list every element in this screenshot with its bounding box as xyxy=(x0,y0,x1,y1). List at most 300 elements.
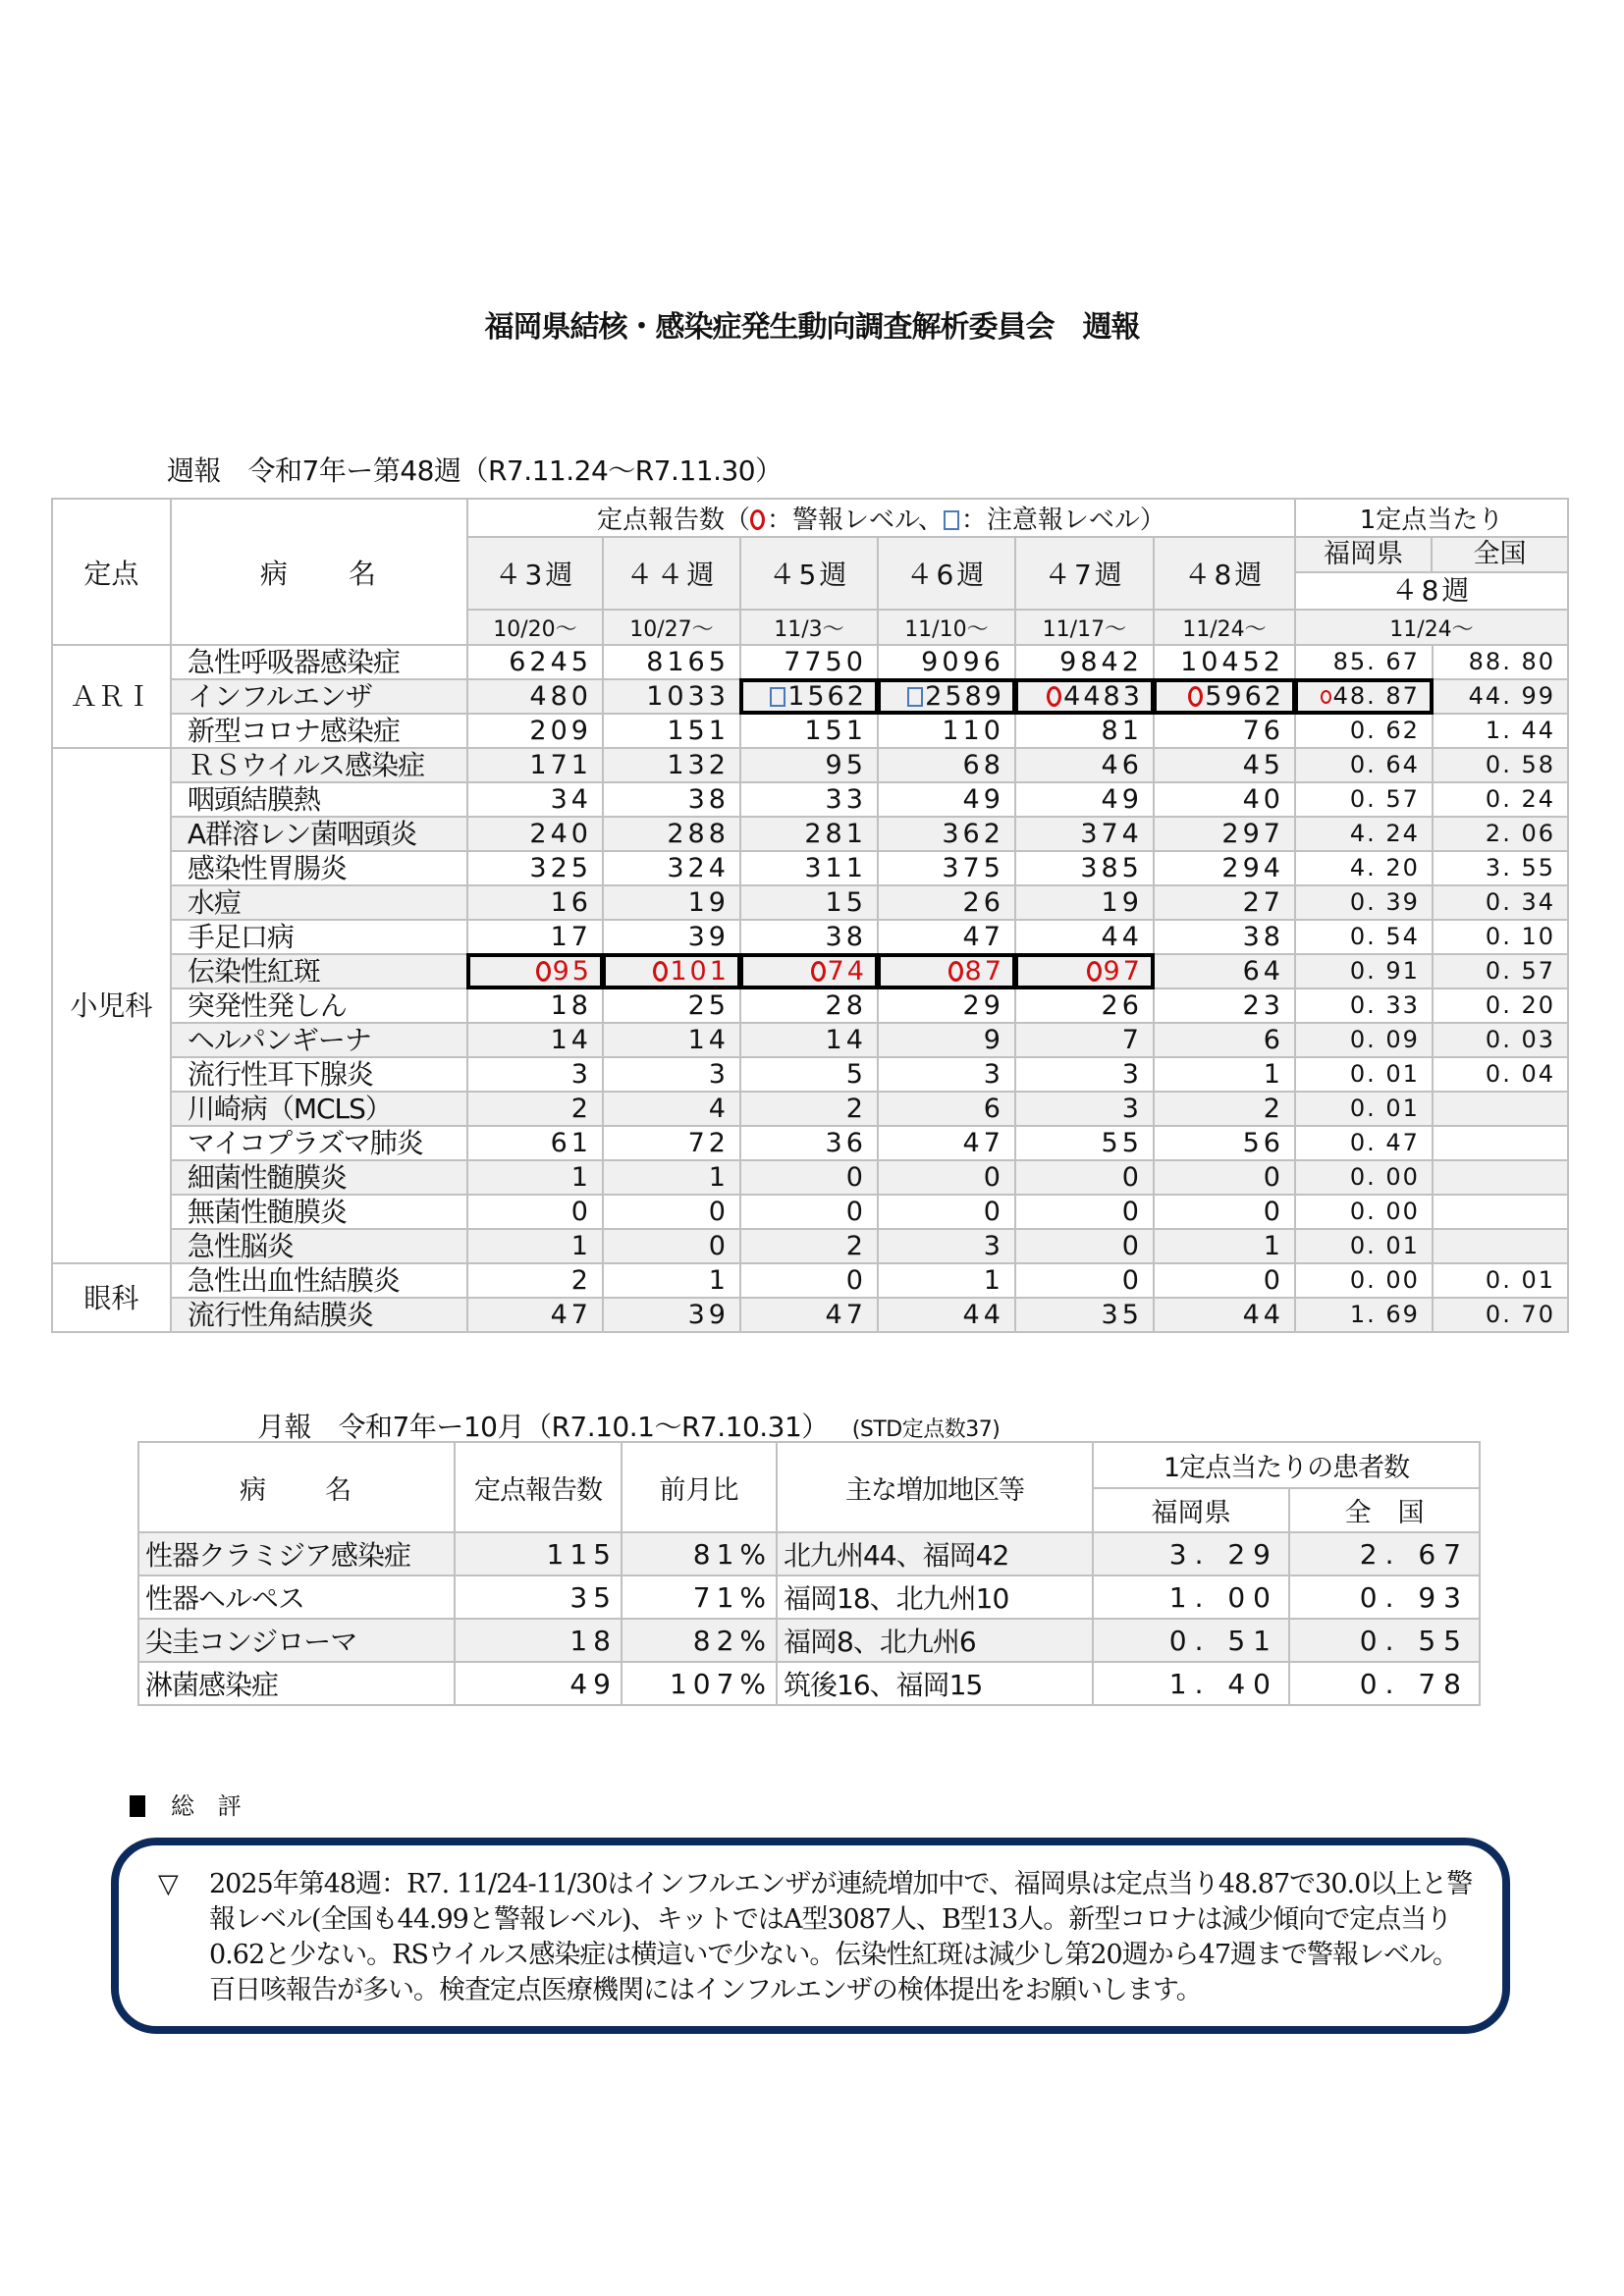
week-count-value: 0 xyxy=(845,1197,867,1227)
monthly-heading-text: 月報 令和7年ー10月（R7.10.1～R7.10.31） xyxy=(257,1411,829,1443)
week-count-value: 38 xyxy=(1242,922,1284,952)
week-count-value: 44 xyxy=(962,1300,1004,1330)
national-rate-cell: 0. 34 xyxy=(1433,885,1568,920)
week-count-cell xyxy=(603,1298,740,1332)
week-count-value: 76 xyxy=(1242,716,1284,746)
week-count-cell xyxy=(467,885,603,920)
table-row xyxy=(138,1662,1480,1705)
week-count-value: 19 xyxy=(1101,887,1143,918)
warn-circle-icon xyxy=(1087,961,1102,982)
national-rate-cell xyxy=(1433,1126,1568,1160)
week-count-cell xyxy=(603,748,740,782)
table-row xyxy=(52,988,1568,1023)
week-count-cell xyxy=(878,748,1015,782)
report-label: 定点報告数（ xyxy=(596,506,750,535)
disease-name: 川崎病（MCLS） xyxy=(171,1092,467,1126)
week-count-cell xyxy=(467,645,603,679)
monthly-fukuoka-rate: 3. 29 xyxy=(1093,1532,1289,1575)
week-count-value: 1 xyxy=(708,1265,730,1296)
week-count-value: 151 xyxy=(804,716,867,746)
disease-name: 細菌性髄膜炎 xyxy=(171,1160,467,1195)
week-count-cell xyxy=(603,1229,740,1263)
warn-circle-icon xyxy=(536,961,551,982)
header-date-45: 11/3～ xyxy=(740,610,878,645)
fukuoka-rate-cell xyxy=(1295,1126,1433,1160)
week-count-value: 19 xyxy=(687,887,730,918)
week-count-value: 44 xyxy=(1101,922,1143,952)
week-count-cell xyxy=(1015,1126,1154,1160)
week-count-value: 47 xyxy=(550,1300,592,1330)
week-count-value: 4 xyxy=(708,1094,730,1124)
week-count-value: 44 xyxy=(1242,1300,1284,1330)
week-count-value: 95 xyxy=(825,750,867,780)
fukuoka-rate-cell xyxy=(1295,1229,1433,1263)
table-row xyxy=(52,954,1568,988)
week-count-cell xyxy=(740,817,878,851)
disease-name: 急性出血性結膜炎 xyxy=(171,1263,467,1298)
monthly-table-body xyxy=(138,1532,1480,1705)
week-count-cell xyxy=(1015,988,1154,1023)
review-box xyxy=(111,1838,1510,2034)
monthly-areas: 筑後16、福岡15 xyxy=(777,1662,1093,1705)
monthly-fukuoka-rate: 1. 00 xyxy=(1093,1575,1289,1619)
week-count-cell xyxy=(603,714,740,748)
week-count-value: 297 xyxy=(1221,819,1284,849)
header-disease-name: 病 名 xyxy=(171,499,467,645)
week-count-cell xyxy=(740,885,878,920)
table-row xyxy=(138,1532,1480,1575)
monthly-header-areas: 主な増加地区等 xyxy=(777,1442,1093,1532)
warn-legend: ：警報レベル、 xyxy=(767,506,944,535)
fukuoka-rate-cell xyxy=(1295,851,1433,885)
week-count-cell xyxy=(1015,645,1154,679)
disease-name: ＲＳウイルス感染症 xyxy=(171,748,467,782)
warn-circle-icon xyxy=(1047,686,1061,707)
week-count-cell xyxy=(603,1195,740,1229)
week-count-cell xyxy=(1154,782,1295,817)
week-count-value: 311 xyxy=(804,853,867,883)
table-row xyxy=(52,714,1568,748)
week-count-cell xyxy=(1154,1263,1295,1298)
warn-circle-icon xyxy=(653,961,668,982)
week-count-cell xyxy=(878,782,1015,817)
week-count-value: 40 xyxy=(1242,784,1284,815)
week-count-cell xyxy=(603,679,740,714)
week-count-value: 64 xyxy=(1242,956,1284,987)
monthly-areas: 福岡18、北九州10 xyxy=(777,1575,1093,1619)
fukuoka-rate-cell xyxy=(1295,920,1433,954)
week-count-value: 68 xyxy=(962,750,1004,780)
week-count-value: 15 xyxy=(825,887,867,918)
week-count-cell xyxy=(603,851,740,885)
week-count-cell xyxy=(1015,782,1154,817)
week-count-cell xyxy=(1015,1092,1154,1126)
disease-name: 水痘 xyxy=(171,885,467,920)
week-count-cell xyxy=(603,988,740,1023)
header-date-44: 10/27～ xyxy=(603,610,740,645)
week-count-cell xyxy=(1015,1023,1154,1057)
week-count-value: 7 xyxy=(1121,1025,1143,1055)
disease-name: 手足口病 xyxy=(171,920,467,954)
week-count-value: 0 xyxy=(708,1231,730,1261)
monthly-disease-name: 性器ヘルペス xyxy=(138,1575,455,1619)
monthly-header-name: 病 名 xyxy=(138,1442,455,1532)
fukuoka-rate-value: 0. 09 xyxy=(1349,1026,1420,1053)
monthly-national-rate: 0. 78 xyxy=(1289,1662,1480,1705)
fukuoka-rate-value: 0. 57 xyxy=(1349,785,1420,813)
week-count-cell xyxy=(740,645,878,679)
week-count-value: 47 xyxy=(962,922,1004,952)
week-count-value: 3 xyxy=(1121,1059,1143,1090)
header-week-47: ４7週 xyxy=(1015,537,1154,610)
header-week-45: ４5週 xyxy=(740,537,878,610)
week-count-cell xyxy=(603,1023,740,1057)
fukuoka-rate-cell xyxy=(1295,988,1433,1023)
fukuoka-rate-value: 0. 01 xyxy=(1349,1060,1420,1088)
week-count-value: 6245 xyxy=(509,647,592,677)
week-count-cell xyxy=(740,988,878,1023)
weekly-table-body xyxy=(52,645,1568,1332)
monthly-disease-name: 性器クラミジア感染症 xyxy=(138,1532,455,1575)
week-count-cell xyxy=(740,1195,878,1229)
week-count-value: 325 xyxy=(529,853,592,883)
fukuoka-rate-value: 0. 01 xyxy=(1349,1095,1420,1122)
week-count-cell xyxy=(1015,851,1154,885)
week-count-value: 39 xyxy=(687,922,730,952)
week-count-value: 132 xyxy=(667,750,730,780)
week-count-value: 240 xyxy=(529,819,592,849)
table-row xyxy=(52,1092,1568,1126)
monthly-reports: 18 xyxy=(455,1619,622,1662)
fukuoka-rate-cell xyxy=(1295,782,1433,817)
disease-name: ヘルパンギーナ xyxy=(171,1023,467,1057)
national-rate-cell: 0. 58 xyxy=(1433,748,1568,782)
week-count-value: 49 xyxy=(962,784,1004,815)
week-count-cell xyxy=(740,782,878,817)
week-count-cell xyxy=(467,1298,603,1332)
disease-name: 急性脳炎 xyxy=(171,1229,467,1263)
week-count-cell xyxy=(878,1023,1015,1057)
week-count-cell xyxy=(740,920,878,954)
group-label: ＡＲＩ xyxy=(52,645,171,748)
week-count-cell xyxy=(740,1298,878,1332)
review-heading-text: 総 評 xyxy=(171,1792,249,1820)
fukuoka-rate-cell xyxy=(1295,1298,1433,1332)
fukuoka-rate-value: 0. 64 xyxy=(1349,751,1420,778)
week-count-value: 72 xyxy=(687,1128,730,1158)
week-count-value: 47 xyxy=(825,1300,867,1330)
table-row xyxy=(52,817,1568,851)
header-teiten: 定点 xyxy=(52,499,171,645)
table-row xyxy=(52,920,1568,954)
week-count-value: 46 xyxy=(1101,750,1143,780)
week-count-cell xyxy=(878,1298,1015,1332)
week-count-cell xyxy=(740,1263,878,1298)
fukuoka-rate-value: 0. 00 xyxy=(1349,1163,1420,1191)
header-date-48: 11/24～ xyxy=(1154,610,1295,645)
week-count-cell xyxy=(878,1229,1015,1263)
week-count-value: 56 xyxy=(1242,1128,1284,1158)
table-row xyxy=(52,1023,1568,1057)
week-count-value: 23 xyxy=(1242,990,1284,1021)
week-count-value: 0 xyxy=(1121,1265,1143,1296)
table-row xyxy=(52,1263,1568,1298)
week-count-value: 9842 xyxy=(1059,647,1143,677)
header-week-44: ４４週 xyxy=(603,537,740,610)
fukuoka-rate-cell xyxy=(1295,1195,1433,1229)
week-count-cell xyxy=(878,714,1015,748)
monthly-national-rate: 2. 67 xyxy=(1289,1532,1480,1575)
week-count-value: 8165 xyxy=(646,647,730,677)
fukuoka-rate-value: 85. 67 xyxy=(1332,648,1420,675)
fukuoka-rate-value: 1. 69 xyxy=(1349,1301,1420,1328)
header-per-week: ４8週 xyxy=(1390,574,1473,607)
week-count-cell xyxy=(467,1092,603,1126)
table-row xyxy=(52,1160,1568,1195)
fukuoka-rate-cell xyxy=(1295,1092,1433,1126)
week-count-cell xyxy=(1015,679,1154,714)
week-count-cell xyxy=(1015,1229,1154,1263)
header-date-47: 11/17～ xyxy=(1015,610,1154,645)
week-count-value: 7750 xyxy=(784,647,867,677)
week-count-cell xyxy=(1154,1092,1295,1126)
week-count-value: 385 xyxy=(1080,853,1143,883)
week-count-cell xyxy=(878,851,1015,885)
national-rate-cell: 88. 80 xyxy=(1433,645,1568,679)
week-count-cell xyxy=(878,679,1015,714)
fukuoka-rate-cell xyxy=(1295,1263,1433,1298)
monthly-header-per: 1定点当たりの患者数 xyxy=(1093,1442,1480,1488)
week-count-value: 0 xyxy=(1263,1162,1284,1193)
week-count-cell xyxy=(740,1126,878,1160)
week-count-value: 39 xyxy=(687,1300,730,1330)
fukuoka-rate-cell xyxy=(1295,1160,1433,1195)
week-count-cell xyxy=(878,885,1015,920)
week-count-value: 2 xyxy=(570,1094,592,1124)
table-row xyxy=(52,1126,1568,1160)
week-count-value: 18 xyxy=(550,990,592,1021)
national-rate-cell: 0. 04 xyxy=(1433,1057,1568,1092)
week-count-cell xyxy=(1154,1023,1295,1057)
week-count-cell xyxy=(740,851,878,885)
week-count-cell xyxy=(603,1057,740,1092)
week-count-cell xyxy=(603,1092,740,1126)
monthly-mom: 107% xyxy=(622,1662,777,1705)
week-count-value: 1 xyxy=(1263,1059,1284,1090)
week-count-value: 1 xyxy=(570,1231,592,1261)
monthly-header-national: 全 国 xyxy=(1289,1488,1480,1532)
week-count-cell xyxy=(467,1023,603,1057)
week-count-cell xyxy=(1015,1057,1154,1092)
week-count-cell xyxy=(740,714,878,748)
fukuoka-rate-cell xyxy=(1295,954,1433,988)
week-count-value: 61 xyxy=(550,1128,592,1158)
fukuoka-rate-value: 0. 00 xyxy=(1349,1198,1420,1225)
monthly-heading xyxy=(257,1406,1000,1445)
week-count-value: 294 xyxy=(1221,853,1284,883)
week-count-value: 1 xyxy=(1263,1231,1284,1261)
week-count-cell xyxy=(878,1057,1015,1092)
week-count-value: 2 xyxy=(845,1231,867,1261)
week-count-cell xyxy=(740,679,878,714)
warn-circle-icon xyxy=(750,509,765,530)
group-label: 小児科 xyxy=(52,748,171,1263)
week-count-value: 288 xyxy=(667,819,730,849)
square-bullet-icon xyxy=(130,1795,145,1817)
week-count-value: 14 xyxy=(687,1025,730,1055)
warn-circle-icon xyxy=(1321,690,1331,704)
page-title: 福岡県結核・感染症発生動向調査解析委員会 週報 xyxy=(484,310,1140,345)
week-count-value: 375 xyxy=(942,853,1004,883)
week-count-value: 0 xyxy=(983,1197,1004,1227)
week-count-cell xyxy=(878,988,1015,1023)
week-count-cell xyxy=(740,1057,878,1092)
weekly-table xyxy=(51,498,1569,1333)
week-count-cell xyxy=(603,1263,740,1298)
week-count-value: 16 xyxy=(550,887,592,918)
week-count-cell xyxy=(1154,714,1295,748)
week-count-cell xyxy=(1154,851,1295,885)
header-week-48: ４8週 xyxy=(1154,537,1295,610)
national-rate-cell: 0. 01 xyxy=(1433,1263,1568,1298)
week-count-value: 151 xyxy=(667,716,730,746)
fukuoka-rate-cell xyxy=(1295,817,1433,851)
fukuoka-rate-value: 0. 39 xyxy=(1349,888,1420,916)
disease-name: 突発性発しん xyxy=(171,988,467,1023)
header-week-46: ４6週 xyxy=(878,537,1015,610)
national-rate-cell: 0. 24 xyxy=(1433,782,1568,817)
week-count-cell xyxy=(603,817,740,851)
week-count-cell xyxy=(603,920,740,954)
disease-name: 咽頭結膜熱 xyxy=(171,782,467,817)
week-count-value: 97 xyxy=(1103,956,1143,987)
week-count-cell xyxy=(1015,1263,1154,1298)
week-count-cell xyxy=(1154,1160,1295,1195)
week-count-cell xyxy=(1015,885,1154,920)
week-count-cell xyxy=(1015,817,1154,851)
national-rate-cell: 1. 44 xyxy=(1433,714,1568,748)
week-count-cell xyxy=(603,885,740,920)
warn-circle-icon xyxy=(811,961,826,982)
week-count-value: 25 xyxy=(687,990,730,1021)
weekly-heading: 週報 令和7年ー第48週（R7.11.24～R7.11.30） xyxy=(167,454,783,487)
triangle-bullet-icon: ▽ xyxy=(158,1869,178,1899)
week-count-value: 9 xyxy=(983,1025,1004,1055)
week-count-cell xyxy=(467,954,603,988)
week-count-value: 3 xyxy=(983,1231,1004,1261)
monthly-mom: 81% xyxy=(622,1532,777,1575)
caution-square-icon xyxy=(770,687,785,707)
week-count-value: 38 xyxy=(687,784,730,815)
disease-name: A群溶レン菌咽頭炎 xyxy=(171,817,467,851)
week-count-value: 480 xyxy=(529,681,592,712)
week-count-cell xyxy=(603,645,740,679)
week-count-cell xyxy=(1154,920,1295,954)
table-row xyxy=(52,1229,1568,1263)
week-count-cell xyxy=(740,1229,878,1263)
week-count-cell xyxy=(1015,714,1154,748)
week-count-cell xyxy=(1015,1160,1154,1195)
week-count-cell xyxy=(467,782,603,817)
monthly-fukuoka-rate: 0. 51 xyxy=(1093,1619,1289,1662)
week-count-value: 4483 xyxy=(1063,681,1143,712)
monthly-header-fukuoka: 福岡県 xyxy=(1093,1488,1289,1532)
week-count-value: 281 xyxy=(804,819,867,849)
week-count-cell xyxy=(1015,1195,1154,1229)
week-count-cell xyxy=(1154,1195,1295,1229)
week-count-cell xyxy=(467,1229,603,1263)
header-report-count xyxy=(467,499,1295,537)
table-row xyxy=(52,885,1568,920)
week-count-cell xyxy=(467,817,603,851)
week-count-value: 6 xyxy=(983,1094,1004,1124)
table-row xyxy=(52,1195,1568,1229)
week-count-value: 101 xyxy=(670,956,730,987)
warn-circle-icon xyxy=(948,961,963,982)
week-count-value: 47 xyxy=(962,1128,1004,1158)
header-week-43: ４3週 xyxy=(467,537,603,610)
week-count-value: 0 xyxy=(1263,1197,1284,1227)
week-count-value: 45 xyxy=(1242,750,1284,780)
table-row xyxy=(52,748,1568,782)
disease-name: インフルエンザ xyxy=(171,679,467,714)
table-row xyxy=(52,782,1568,817)
week-count-cell xyxy=(1015,920,1154,954)
fukuoka-rate-cell xyxy=(1295,645,1433,679)
fukuoka-rate-cell xyxy=(1295,714,1433,748)
national-rate-cell: 44. 99 xyxy=(1433,679,1568,714)
week-count-cell xyxy=(878,1160,1015,1195)
fukuoka-rate-value: 0. 01 xyxy=(1349,1232,1420,1259)
caution-square-icon xyxy=(907,687,923,707)
week-count-cell xyxy=(467,851,603,885)
week-count-cell xyxy=(740,954,878,988)
week-count-value: 0 xyxy=(845,1162,867,1193)
week-count-value: 5962 xyxy=(1205,681,1284,712)
monthly-reports: 49 xyxy=(455,1662,622,1705)
review-content xyxy=(158,1867,1473,2008)
header-date-46: 11/10～ xyxy=(878,610,1015,645)
week-count-value: 17 xyxy=(550,922,592,952)
week-count-value: 1033 xyxy=(646,681,730,712)
disease-name: 流行性角結膜炎 xyxy=(171,1298,467,1332)
week-count-cell xyxy=(1154,1057,1295,1092)
week-count-cell xyxy=(603,1160,740,1195)
week-count-cell xyxy=(878,1195,1015,1229)
table-row xyxy=(52,1298,1568,1332)
week-count-value: 2 xyxy=(570,1265,592,1296)
week-count-cell xyxy=(1154,988,1295,1023)
week-count-cell xyxy=(467,920,603,954)
week-count-value: 49 xyxy=(1101,784,1143,815)
monthly-areas: 北九州44、福岡42 xyxy=(777,1532,1093,1575)
week-count-value: 0 xyxy=(1121,1197,1143,1227)
week-count-cell xyxy=(467,1263,603,1298)
national-rate-cell: 0. 10 xyxy=(1433,920,1568,954)
week-count-value: 3 xyxy=(1121,1094,1143,1124)
std-count: (STD定点数37) xyxy=(851,1417,1001,1442)
week-count-value: 0 xyxy=(1121,1231,1143,1261)
table-row xyxy=(138,1575,1480,1619)
week-count-cell xyxy=(1015,1298,1154,1332)
week-count-cell xyxy=(1154,1229,1295,1263)
week-count-cell xyxy=(603,1126,740,1160)
week-count-cell xyxy=(878,1126,1015,1160)
week-count-cell xyxy=(467,988,603,1023)
header-fukuoka: 福岡県 xyxy=(1296,538,1433,571)
week-count-value: 0 xyxy=(570,1197,592,1227)
week-count-value: 81 xyxy=(1101,716,1143,746)
